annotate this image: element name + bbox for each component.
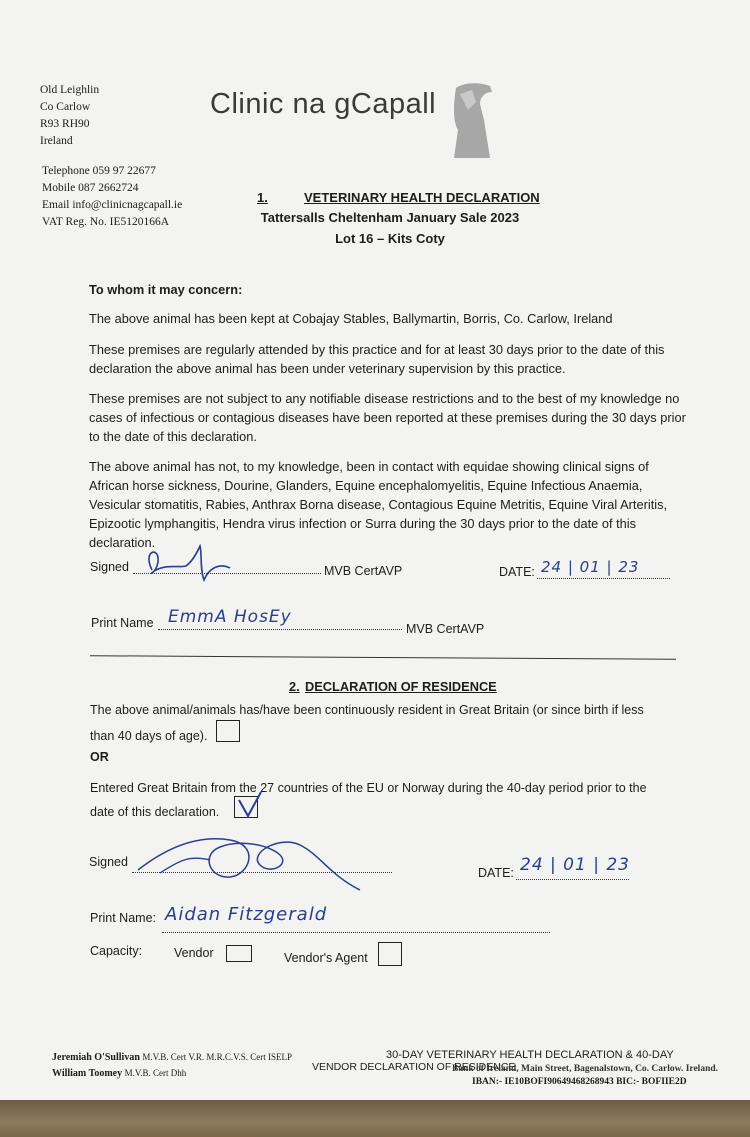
residence-option-1-cont: than 40 days of age). (90, 729, 208, 743)
declaration-title: VETERINARY HEALTH DECLARATION (304, 190, 540, 205)
residence-option-1: The above animal/animals has/have been continuously resident in Great Britain (or since birth if less (90, 703, 644, 717)
mobile: Mobile 087 2662724 (42, 182, 139, 194)
print-name-label: Print Name: (90, 911, 156, 925)
footer-person-1 (52, 1052, 292, 1063)
print-name-value: EmmA HosEy (168, 607, 292, 627)
residence-option-2: Entered Great Britain from the 27 countries of the EU or Norway during the 40-day period prior to the (90, 781, 647, 795)
date-value: 24 | 01 | 23 (541, 558, 640, 576)
paragraph-supervision: These premises are regularly attended by this practice and for at least 30 days prior to the date of this declaration the above animal has been under veterinary supervision by this practice. (89, 342, 665, 376)
horse-logo-icon (450, 80, 495, 162)
vendor-signature (130, 815, 370, 895)
signed-label: Signed (90, 560, 129, 574)
sale-name: Tattersalls Cheltenham January Sale 2023 (260, 210, 520, 225)
capacity-label: Capacity: (90, 944, 143, 958)
residence-title: DECLARATION OF RESIDENCE (305, 679, 497, 694)
section-divider (90, 655, 676, 660)
date-label: DATE: (499, 565, 535, 579)
section-number: 1. (257, 190, 268, 205)
address-line: Ireland (40, 135, 73, 147)
person-quals: M.V.B. Cert V.R. M.R.C.V.S. Cert ISELP (142, 1052, 293, 1062)
date-label: DATE: (478, 866, 514, 880)
paragraph-restrictions: These premises are not subject to any notifiable disease restrictions and to the best of my knowledge no cases of infectious or contagious diseases have been reported at these premises during the 30 days prior to the date of this declaration. (89, 391, 686, 444)
vendor-label: Vendor (174, 946, 214, 960)
wooden-surface (0, 1100, 750, 1137)
section-number: 2. (289, 679, 300, 694)
practice-address (40, 82, 99, 150)
footer-person-2 (52, 1068, 186, 1079)
vat-number: VAT Reg. No. IE5120166A (42, 216, 170, 228)
date-value: 24 | 01 | 23 (520, 855, 630, 875)
footer-title-line-1: 30-DAY VETERINARY HEALTH DECLARATION & 40-DAY (386, 1049, 674, 1061)
address-line: Co Carlow (40, 101, 91, 113)
address-line: R93 RH90 (40, 118, 90, 130)
print-name-value: Aidan Fitzgerald (165, 904, 328, 925)
footer-iban: IBAN:- IE10BOFI90649468268943 BIC:- BOFIIE2D (472, 1077, 687, 1087)
mvb-qualification: MVB CertAVP (406, 622, 485, 636)
footer-bank-address: Bank of Ireland, Main Street, Bagenalstown, Co. Carlow. Ireland. (452, 1064, 719, 1074)
clinic-logo-text: Clinic na gCapall (210, 88, 437, 120)
contact-details (42, 163, 182, 231)
address-line: Old Leighlin (40, 84, 100, 96)
signed-label: Signed (89, 855, 128, 869)
lot-name: Lot 16 – Kits Coty (335, 231, 445, 246)
vendor-checkbox[interactable] (226, 945, 252, 962)
person-quals: M.V.B. Cert Dhh (124, 1068, 187, 1078)
resident-checkbox[interactable] (216, 720, 240, 742)
residence-option-2-cont: date of this declaration. (90, 805, 220, 819)
vet-signature (138, 540, 238, 588)
or-label: OR (90, 750, 109, 764)
email: Email info@clinicnagcapall.ie (42, 199, 183, 211)
print-name-label: Print Name (91, 616, 154, 630)
person-name: Jeremiah O'Sullivan (52, 1052, 140, 1063)
mvb-qualification: MVB CertAVP (324, 564, 403, 578)
salutation: To whom it may concern: (89, 282, 243, 297)
person-name: William Toomey (52, 1068, 123, 1079)
vendors-agent-label: Vendor's Agent (284, 951, 368, 965)
paragraph-premises: The above animal has been kept at Cobajay Stables, Ballymartin, Borris, Co. Carlow, Ireland (89, 311, 613, 326)
footer-title-line-2: VENDOR DECLARATION OF RESIDENCE (312, 1061, 516, 1073)
telephone: Telephone 059 97 22677 (42, 165, 156, 177)
vendors-agent-checkbox[interactable] (378, 942, 402, 966)
paragraph-contact: The above animal has not, to my knowledge, been in contact with equidae showing clinical signs of African horse sickness, Dourine, Glanders, Equine encephalomyelitis, Equine Infectious Anaemia, Vesicular stomatitis, Rabies, Anthrax Borna disease, Contagious Equine Metritis, Equine Viral Arteritis, Epizootic lymphangitis, Hendra virus infection or Surra during the 30 days prior to the date of this declaration. (89, 459, 668, 550)
